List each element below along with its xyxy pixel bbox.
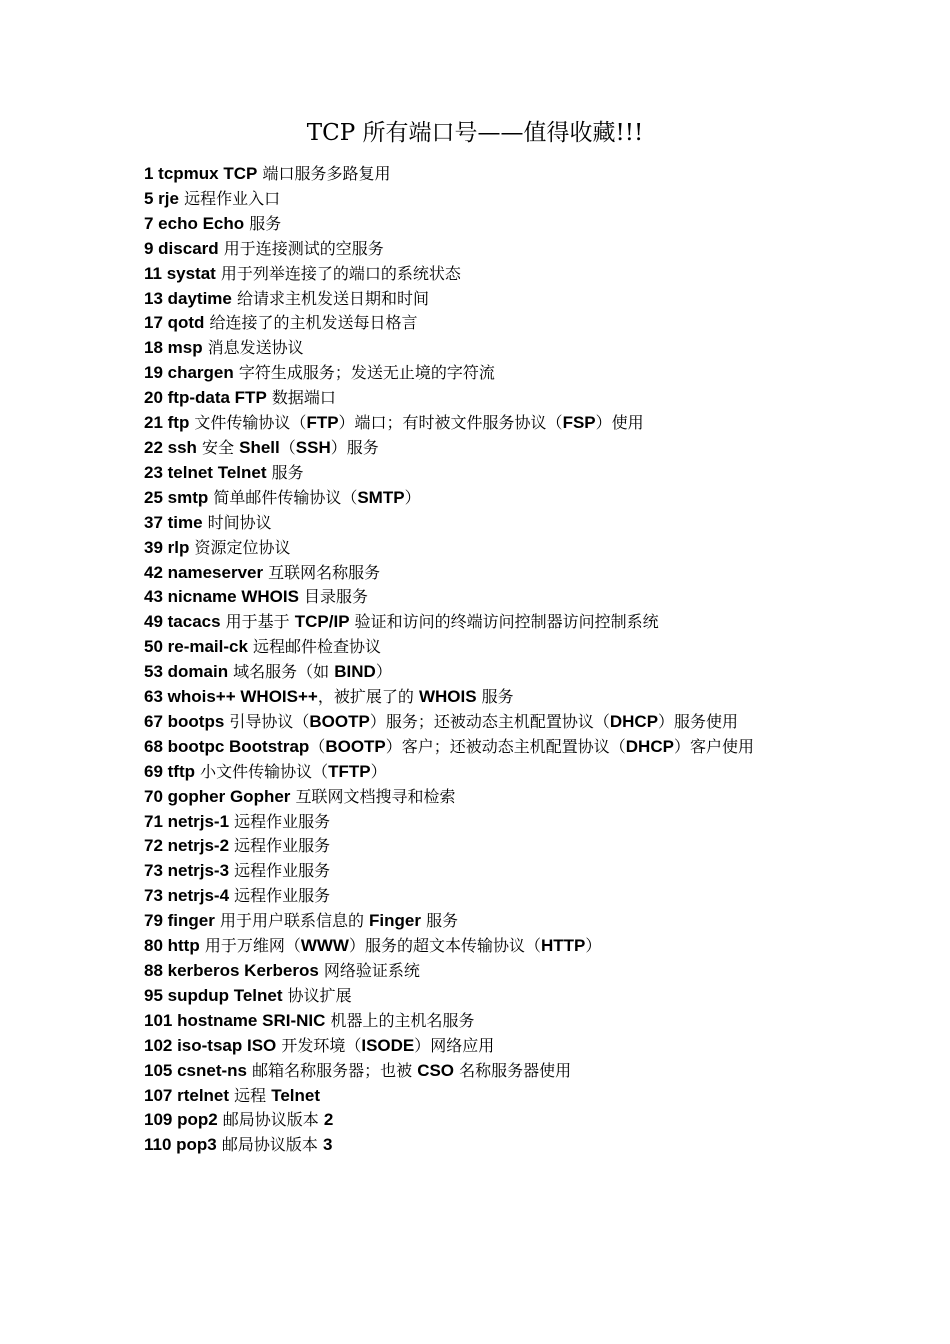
port-keyword: 102 iso-tsap ISO xyxy=(144,1035,277,1055)
port-keyword: 42 nameserver xyxy=(144,562,264,582)
port-description: 互联网文档搜寻和检索 xyxy=(290,786,456,806)
port-description: ）客户；还被动态主机配置协议（ xyxy=(385,736,626,756)
port-keyword: 109 pop2 xyxy=(144,1110,218,1130)
port-description: ） xyxy=(375,662,392,682)
port-entry xyxy=(144,162,824,187)
port-description: 给请求主机发送日期和时间 xyxy=(231,288,429,308)
port-entry xyxy=(144,536,824,561)
port-entry xyxy=(144,685,824,710)
port-entry xyxy=(144,1084,824,1109)
port-entry xyxy=(144,585,824,610)
port-entry xyxy=(144,884,824,909)
page-title: TCP 所有端口号——值得收藏!!! xyxy=(306,120,644,146)
port-description: 开发环境（ xyxy=(276,1035,362,1055)
port-keyword: DHCP xyxy=(609,711,659,731)
port-keyword: 69 tftp xyxy=(144,761,195,781)
port-keyword: 80 http xyxy=(144,936,200,956)
port-description: 远程 xyxy=(229,1085,272,1105)
port-description: 验证和访问的终端访问控制器访问控制系统 xyxy=(349,612,659,632)
port-entry xyxy=(144,909,824,934)
port-keyword: 107 rtelnet xyxy=(144,1085,230,1105)
port-entry xyxy=(144,660,824,685)
port-entry xyxy=(144,1133,824,1158)
port-entry xyxy=(144,411,824,436)
port-keyword: ISODE xyxy=(361,1035,415,1055)
port-keyword: FTP xyxy=(306,413,339,433)
port-description: 协议扩展 xyxy=(282,985,352,1005)
port-keyword: 1 tcpmux TCP xyxy=(144,164,258,183)
port-entry xyxy=(144,1059,824,1084)
port-description: ） xyxy=(585,936,602,956)
port-entry xyxy=(144,486,824,511)
port-description: ）服务使用 xyxy=(658,711,739,731)
port-keyword: BOOTP xyxy=(309,711,370,731)
port-description: ）服务的超文本传输协议（ xyxy=(348,936,541,956)
port-description: ） xyxy=(404,487,421,507)
port-entry xyxy=(144,561,824,586)
port-entry xyxy=(144,810,824,835)
port-keyword: 3 xyxy=(322,1135,333,1155)
port-entry xyxy=(144,187,824,212)
port-keyword: 17 qotd xyxy=(144,313,205,333)
port-keyword: 101 hostname SRI-NIC xyxy=(144,1010,326,1030)
port-description: 互联网名称服务 xyxy=(263,562,381,582)
port-description: 远程作业服务 xyxy=(229,811,331,831)
port-entry xyxy=(144,984,824,1009)
port-description: 字符生成服务；发送无止境的字符流 xyxy=(233,363,495,383)
port-keyword: CSO xyxy=(417,1060,455,1080)
port-keyword: 18 msp xyxy=(144,338,203,358)
port-keyword: 50 re-mail-ck xyxy=(144,637,248,657)
port-entry xyxy=(144,237,824,262)
port-description: ）使用 xyxy=(595,413,644,433)
port-description: （ xyxy=(279,437,296,457)
port-entry xyxy=(144,959,824,984)
port-keyword: 9 discard xyxy=(144,238,219,258)
port-keyword: 68 bootpc Bootstrap xyxy=(144,736,310,756)
port-description: 域名服务（如 xyxy=(228,662,335,682)
port-description: 简单邮件传输协议（ xyxy=(208,487,358,507)
port-description: 文件传输协议（ xyxy=(189,413,307,433)
port-description: ）服务 xyxy=(330,437,379,457)
port-entry xyxy=(144,386,824,411)
port-description: 资源定位协议 xyxy=(189,537,291,557)
port-description: ）客户使用 xyxy=(673,736,754,756)
port-entry xyxy=(144,1009,824,1034)
port-keyword: FSP xyxy=(562,413,596,433)
port-entry xyxy=(144,212,824,237)
port-entry xyxy=(144,461,824,486)
port-keyword: HTTP xyxy=(540,936,586,956)
port-keyword: Telnet xyxy=(271,1085,321,1105)
port-keyword: Shell xyxy=(239,437,280,457)
port-keyword: 73 netrjs-3 xyxy=(144,861,230,881)
port-keyword: 70 gopher Gopher xyxy=(144,786,291,806)
port-description: 用于基于 xyxy=(220,612,295,632)
port-description: 安全 xyxy=(196,437,240,457)
port-description: 邮箱名称服务器；也被 xyxy=(247,1060,418,1080)
port-keyword: 21 ftp xyxy=(144,413,190,433)
port-entry xyxy=(144,834,824,859)
port-description: 消息发送协议 xyxy=(202,338,304,358)
port-keyword: WWW xyxy=(300,936,349,956)
port-keyword: Finger xyxy=(369,911,421,931)
port-description: （ xyxy=(309,736,326,756)
port-entry xyxy=(144,859,824,884)
port-entry xyxy=(144,610,824,635)
port-entry xyxy=(144,635,824,660)
port-description: 服务 xyxy=(266,462,304,482)
port-keyword: 88 kerberos Kerberos xyxy=(144,961,319,980)
port-description: 网络验证系统 xyxy=(318,961,420,980)
port-keyword: 67 bootps xyxy=(144,711,225,731)
port-keyword: 13 daytime xyxy=(144,288,232,308)
port-description: 远程作业服务 xyxy=(229,836,331,856)
port-keyword: 19 chargen xyxy=(144,363,234,383)
port-description: 远程作业服务 xyxy=(229,886,331,906)
port-description: 用于用户联系信息的 xyxy=(214,911,370,931)
port-description: ）端口；有时被文件服务协议（ xyxy=(338,413,563,433)
port-keyword: 95 supdup Telnet xyxy=(144,985,283,1005)
port-keyword: 39 rlp xyxy=(144,537,190,557)
port-entry xyxy=(144,287,824,312)
port-keyword: TCP/IP xyxy=(294,612,350,632)
port-description: 端口服务多路复用 xyxy=(257,164,391,183)
port-description: 服务 xyxy=(476,687,514,707)
port-entry xyxy=(144,511,824,536)
port-entry xyxy=(144,1108,824,1133)
port-keyword: SMTP xyxy=(357,487,405,507)
port-entry xyxy=(144,361,824,386)
port-keyword: 53 domain xyxy=(144,662,229,682)
port-keyword: 73 netrjs-4 xyxy=(144,886,230,906)
port-description: 数据端口 xyxy=(266,388,336,408)
port-description: 服务 xyxy=(421,911,459,931)
port-entry xyxy=(144,436,824,461)
port-keyword: 79 finger xyxy=(144,911,215,931)
port-description: 服务 xyxy=(244,213,282,233)
port-keyword: 23 telnet Telnet xyxy=(144,462,267,482)
port-description: 邮局协议版本 xyxy=(217,1110,324,1130)
port-keyword: BOOTP xyxy=(325,736,386,756)
port-entry xyxy=(144,735,824,760)
port-entry xyxy=(144,710,824,735)
port-keyword: 5 rje xyxy=(144,188,179,208)
port-keyword: 20 ftp-data FTP xyxy=(144,388,267,408)
port-description: 用于万维网（ xyxy=(199,936,301,956)
port-description: 用于列举连接了的端口的系统状态 xyxy=(215,263,461,283)
port-description: 给连接了的主机发送每日格言 xyxy=(204,313,418,333)
port-entry xyxy=(144,1034,824,1059)
port-description: 目录服务 xyxy=(298,587,369,607)
port-description: ）服务；还被动态主机配置协议（ xyxy=(369,711,610,731)
port-description: 引导协议（ xyxy=(224,711,310,731)
port-keyword: 63 whois++ WHOIS++ xyxy=(144,687,318,707)
port-keyword: 7 echo Echo xyxy=(144,213,245,233)
port-description: 时间协议 xyxy=(202,512,272,532)
port-entry xyxy=(144,262,824,287)
port-keyword: 72 netrjs-2 xyxy=(144,836,230,856)
port-description: 名称服务器使用 xyxy=(454,1060,572,1080)
port-entry xyxy=(144,760,824,785)
port-keyword: 37 time xyxy=(144,512,203,532)
port-list xyxy=(144,162,824,1158)
port-keyword: DHCP xyxy=(625,736,674,756)
port-description: 远程作业入口 xyxy=(178,188,281,208)
port-entry xyxy=(144,311,824,336)
port-description: 远程邮件检查协议 xyxy=(247,637,382,657)
port-keyword: TFTP xyxy=(328,761,371,781)
port-description: 邮局协议版本 xyxy=(216,1135,323,1155)
port-description: ，被扩展了的 xyxy=(317,687,419,707)
port-keyword: 22 ssh xyxy=(144,437,197,457)
port-keyword: BIND xyxy=(334,662,376,682)
port-keyword: 2 xyxy=(323,1110,334,1130)
port-keyword: 110 pop3 xyxy=(144,1135,217,1155)
port-keyword: 43 nicname WHOIS xyxy=(144,587,299,607)
port-description: 小文件传输协议（ xyxy=(195,761,329,781)
port-entry xyxy=(144,934,824,959)
port-keyword: 25 smtp xyxy=(144,487,209,507)
port-description: ）网络应用 xyxy=(414,1035,495,1055)
port-keyword: WHOIS xyxy=(418,687,477,707)
port-keyword: 105 csnet-ns xyxy=(144,1060,247,1080)
port-description: ） xyxy=(370,761,387,781)
port-keyword: SSH xyxy=(295,437,331,457)
port-description: 远程作业服务 xyxy=(229,861,331,881)
port-description: 用于连接测试的空服务 xyxy=(218,238,384,258)
port-entry xyxy=(144,336,824,361)
port-keyword: 49 tacacs xyxy=(144,612,221,632)
port-keyword: 71 netrjs-1 xyxy=(144,811,230,831)
port-keyword: 11 systat xyxy=(144,263,216,283)
port-description: 机器上的主机名服务 xyxy=(325,1010,475,1030)
port-entry xyxy=(144,785,824,810)
